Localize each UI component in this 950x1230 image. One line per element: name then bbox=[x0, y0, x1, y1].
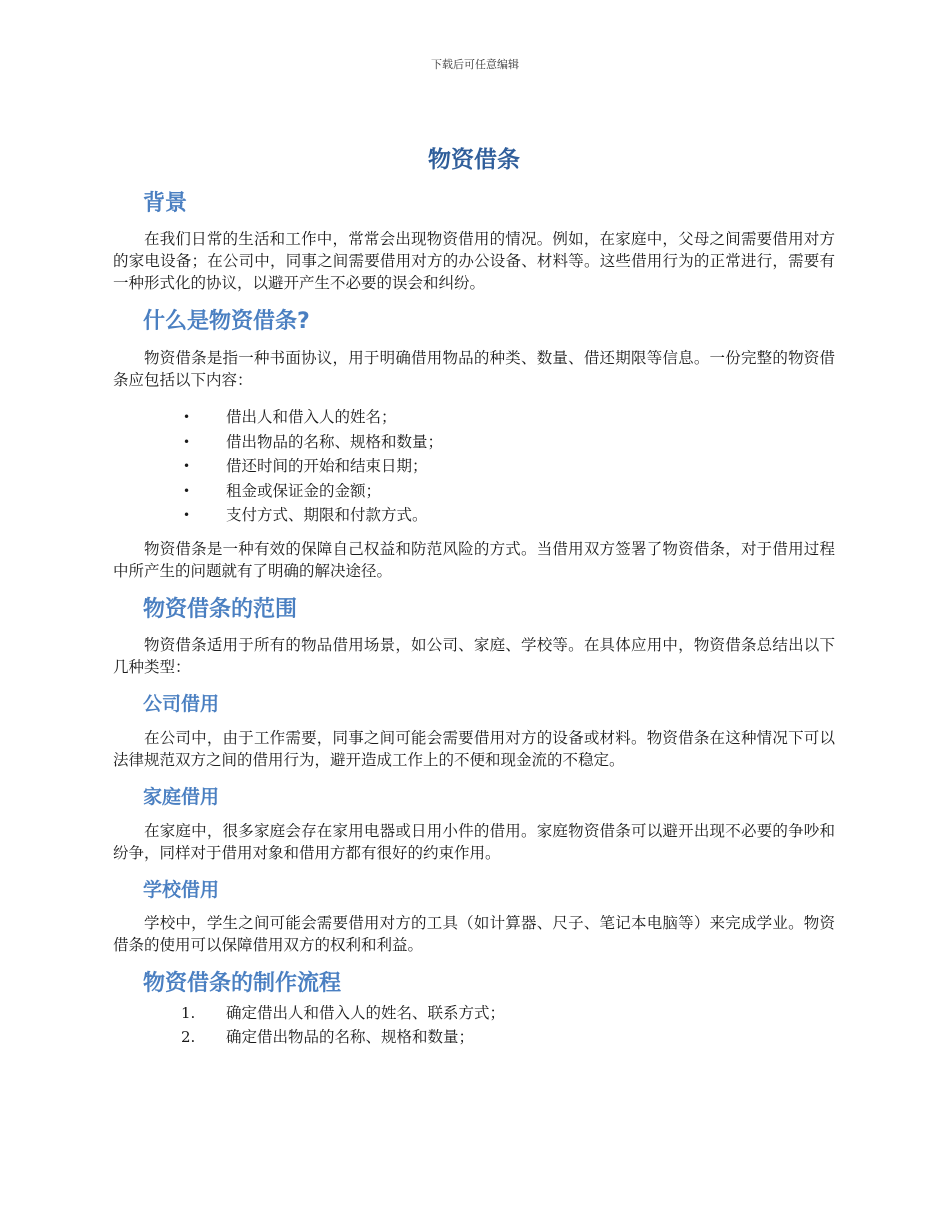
paragraph-what-is-2: 物资借条是一种有效的保障自己权益和防范风险的方式。当借用双方签署了物资借条，对于借用过程中所产生的问题就有了明确的解决途径。 bbox=[113, 539, 835, 580]
paragraph-background: 在我们日常的生活和工作中，常常会出现物资借用的情况。例如，在家庭中，父母之间需要借用对方的家电设备；在公司中，同事之间需要借用对方的办公设备、材料等。这些借用行为的正常进行，需要有一种形式化的协议，以避开产生不必要的误会和纠纷。 bbox=[113, 230, 835, 293]
heading-school-borrowing: 学校借用 bbox=[143, 878, 220, 901]
contents-bullet-list bbox=[113, 405, 835, 528]
list-item bbox=[113, 503, 835, 528]
paragraph-what-is: 物资借条是指一种书面协议，用于明确借用物品的种类、数量、借还期限等信息。一份完整的物资借条应包括以下内容： bbox=[113, 349, 835, 390]
heading-what-is: 什么是物资借条? bbox=[143, 309, 310, 335]
list-item bbox=[113, 454, 835, 479]
document-body bbox=[113, 146, 835, 1060]
bullet-icon: • bbox=[183, 434, 191, 449]
list-item-text: 借出人和借入人的姓名； bbox=[226, 408, 397, 427]
paragraph-company-borrowing: 在公司中，由于工作需要，同事之间可能会需要借用对方的设备或材料。物资借条在这种情况下可以法律规范双方之间的借用行为，避开造成工作上的不便和现金流的不稳定。 bbox=[113, 728, 835, 769]
bullet-icon: • bbox=[183, 459, 191, 474]
document-title: 物资借条 bbox=[428, 147, 520, 173]
process-numbered-list bbox=[113, 1001, 835, 1050]
bullet-icon: • bbox=[183, 410, 191, 425]
header-note: 下载后可任意编辑 bbox=[431, 58, 519, 71]
list-item-text: 支付方式、期限和付款方式。 bbox=[226, 506, 428, 525]
list-item-text: 确定借出人和借入人的姓名、联系方式； bbox=[226, 1003, 506, 1022]
list-item-text: 租金或保证金的金额； bbox=[226, 481, 382, 500]
list-item-text: 借出物品的名称、规格和数量； bbox=[226, 432, 444, 451]
list-item bbox=[113, 430, 835, 455]
list-item-number: 2. bbox=[181, 1028, 196, 1047]
list-item bbox=[113, 405, 835, 430]
list-item bbox=[113, 1001, 835, 1026]
bullet-icon: • bbox=[183, 483, 191, 498]
list-item bbox=[113, 479, 835, 504]
list-item-text: 借还时间的开始和结束日期； bbox=[226, 457, 428, 476]
heading-background: 背景 bbox=[143, 190, 188, 216]
heading-process: 物资借条的制作流程 bbox=[143, 971, 342, 997]
paragraph-family-borrowing: 在家庭中，很多家庭会存在家用电器或日用小件的借用。家庭物资借条可以避开出现不必要的争吵和纷争，同样对于借用对象和借用方都有很好的约束作用。 bbox=[113, 821, 835, 862]
heading-scope: 物资借条的范围 bbox=[143, 596, 298, 622]
heading-company-borrowing: 公司借用 bbox=[143, 693, 220, 716]
list-item-text: 确定借出物品的名称、规格和数量； bbox=[226, 1028, 475, 1047]
paragraph-school-borrowing: 学校中，学生之间可能会需要借用对方的工具（如计算器、尺子、笔记本电脑等）来完成学业。物资借条的使用可以保障借用双方的权利和利益。 bbox=[113, 914, 835, 955]
heading-family-borrowing: 家庭借用 bbox=[143, 785, 220, 808]
list-item-number: 1. bbox=[181, 1003, 196, 1022]
paragraph-scope: 物资借条适用于所有的物品借用场景，如公司、家庭、学校等。在具体应用中，物资借条总结出以下几种类型： bbox=[113, 636, 835, 677]
list-item bbox=[113, 1025, 835, 1050]
bullet-icon: • bbox=[183, 508, 191, 523]
